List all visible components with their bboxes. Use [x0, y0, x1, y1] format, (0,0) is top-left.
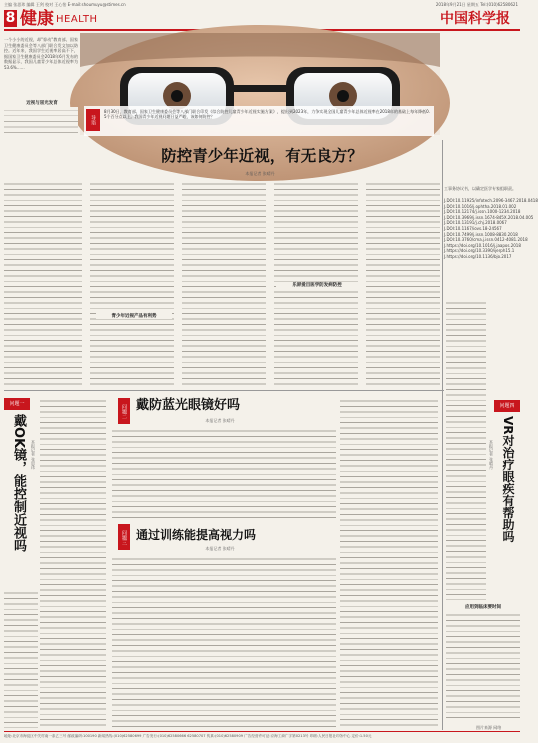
date-line: 2018年9月21日 星期五 Tel:(010)62580621 [435, 2, 518, 7]
story-4-body [446, 300, 486, 600]
col2-subhead: 青少年近视产品有利势 [96, 313, 172, 319]
left-intro-cont [4, 107, 78, 137]
story-4-byline: 本报记者 张晴丹 [489, 440, 494, 470]
feature-2-title: 通过训练能提高视力吗 [136, 528, 257, 542]
left-subhead: 近视与屈光发育 [26, 101, 58, 106]
feature-2-byline: 本报记者 张晴丹 [205, 546, 235, 551]
ref-item: J.DOI:10.13191/j.chj.2018.0067 [444, 220, 507, 226]
ref-item: J.DOI:10.1167/iovs.18-24567 [444, 225, 502, 231]
footer-info: 地址:北京市海淀区中关村南一条乙三号 邮政编码:100190 新闻热线:(010)62580699 广告发行:(010)62580666 62580707 传真:(010)62580909 广告经营许可证:京海工商广字第0213号 印刷:人民日报社印务中心 定价:1.50元 [4, 734, 372, 738]
ref-item: J.DOI:10.3969/j.issn.1674-845X.2018.04.005 [444, 214, 534, 220]
ref-item: J.DOI:10.12174/j.issn.1000-1234.2018 [444, 209, 521, 215]
ref-item: J.https://doi.org/10.1016/j.jaapos.2018 [444, 242, 521, 248]
story-4-tag [494, 400, 520, 412]
body-col [90, 181, 174, 387]
footer-divider [4, 731, 520, 732]
lead-box [84, 106, 434, 136]
feature-1-title: 戴防蓝光眼镜好吗 [136, 398, 241, 413]
body-col [366, 181, 440, 387]
story-1-tag-text: 问题一 [9, 401, 25, 407]
ref-item: J.DOI:10.11925/infotech.2096-3467.2018.0418 [444, 198, 538, 203]
body-col [4, 181, 82, 387]
headline-byline: 本报记者 张晴丹 [245, 171, 275, 176]
ref-item: J.DOI:10.1016/j.ophtha.2018.01.002 [444, 203, 517, 209]
ref-item: J.DOI:10.7499/j.issn.1008-8830.2018 [444, 231, 518, 237]
headline: 防控青少年近视，有无良方？ [161, 147, 363, 165]
story-1-byline: 本报记者 张思玮 [31, 440, 36, 470]
lead-tag: 导语 [86, 109, 100, 131]
paper-logo: 中国科学报 [440, 11, 510, 27]
col4-subhead-a: 乐屏爱目医学防发病防控 [276, 282, 358, 288]
feature-2-tag [118, 524, 130, 550]
staff-line: 主编 张思玮 编辑 王剑 校对 王心怡 E-mail:shoumuyu@stimes.cn [4, 2, 126, 7]
body-columns-top [4, 181, 440, 387]
feature-1-tag [118, 398, 130, 424]
col4-lower-body [340, 398, 438, 728]
ref-item: J.https://doi.org/10.1136/bjo.2017 [444, 253, 512, 259]
section-title: 健康 [20, 9, 54, 29]
photo-credit: 图片来源 网络 [476, 725, 502, 730]
feature-2-tag-text: 问题三 [121, 529, 127, 545]
feature-1-byline: 本报记者 张晴丹 [205, 418, 235, 423]
story-4-body-2 [446, 612, 520, 722]
body-col [182, 181, 266, 387]
story-1-tag [4, 398, 30, 410]
story-4-title: VR对治疗眼疾有帮助吗 [501, 416, 515, 543]
feature-1-body [112, 428, 336, 520]
feature-2-body [112, 556, 336, 728]
story-4-tag-text: 问题四 [499, 403, 515, 409]
masthead-bar [0, 0, 524, 10]
story-1-body-2 [4, 590, 38, 728]
refs-list [444, 198, 538, 260]
feature-1-tag-text: 问题二 [121, 403, 127, 419]
page-number-box [4, 10, 17, 27]
ref-item: J.DOI:10.3760/cma.j.issn.0412-4081.2018 [444, 237, 528, 243]
vertical-divider [442, 140, 443, 730]
refs-intro: 工事务协议书，以确定医学专家组职责。 [444, 186, 516, 191]
page-number: 8 [5, 10, 16, 26]
lead-text: 8月30日，教育部、国家卫生健康委员会等八部门联合印发《综合防控儿童青少年近视实施方案》，提出到2023年，力争实现全国儿童青少年总体近视率在2018年的基础上每年降低0.5个百分点以上。我国青少年近视问题日益严峻，该如何防控？ [104, 109, 430, 119]
section-divider [4, 390, 444, 391]
left-intro: 一个小小的近视，却"惊动"教育部、国家卫生健康委员会等八部门联合发文加以防控。近年来，我国学生近视率居高不下，据国家卫生健康委员会2018年6月发布的数据显示，我国儿童青少年总体近视率为53.6%…… [4, 37, 78, 70]
story-1-title: 戴OK镜，能控制近视吗 [11, 414, 26, 553]
section-title-en: HEALTH [56, 14, 98, 25]
ref-item: J.https://doi.org/10.3390/ijerph15.1 [444, 248, 515, 254]
right-subhead: 应用到临床要时间 [465, 605, 501, 610]
story-1-body [40, 398, 106, 728]
